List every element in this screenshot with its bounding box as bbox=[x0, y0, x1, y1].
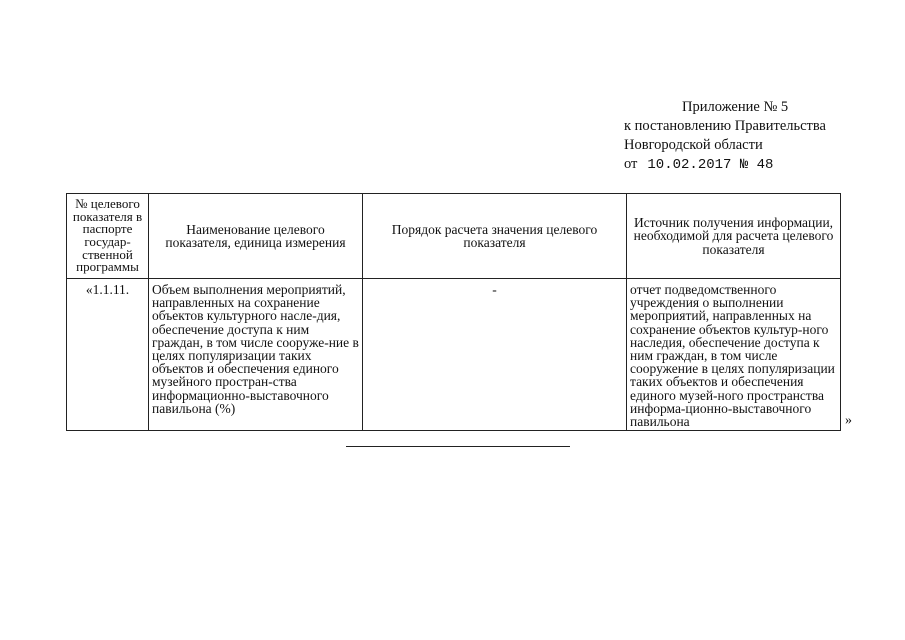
header-calculation-method: Порядок расчета значения целевого показателя bbox=[363, 194, 627, 279]
resolution-date-number: 10.02.2017 № 48 bbox=[647, 157, 774, 173]
appendix-heading bbox=[624, 98, 884, 175]
indicators-table bbox=[66, 193, 841, 431]
cell-calculation-method: - bbox=[363, 279, 627, 431]
date-prefix: от bbox=[624, 156, 638, 172]
table-row bbox=[67, 279, 841, 431]
appendix-number: Приложение № 5 bbox=[682, 99, 789, 115]
cell-indicator-name: Объем выполнения мероприятий, направленных на сохранение объектов культурного насле-дия, обеспечение доступа к ним граждан, в том числе сооруже-ние в целях популяризации таких объектов и обеспечения единого музейного простран-ства информационно-выставочного павильона (%) bbox=[149, 279, 363, 431]
appendix-date-row bbox=[624, 155, 884, 175]
appendix-resolution-line: к постановлению Правительства bbox=[624, 118, 826, 134]
appendix-region-line: Новгородской области bbox=[624, 137, 763, 153]
header-indicator-name: Наименование целевого показателя, единица измерения bbox=[149, 194, 363, 279]
header-information-source: Источник получения информации, необходимой для расчета целевого показателя bbox=[627, 194, 841, 279]
closing-quote-mark: » bbox=[845, 413, 852, 428]
cell-information-source: отчет подведомственного учреждения о выполнении мероприятий, направленных на сохранение объектов культур-ного наследия, обеспечение доступа к ним граждан, в том числе сооружение в целях популяризации таких объектов и обеспечения единого музей-ного пространства информа-ционно-выставочного павильона bbox=[627, 279, 841, 431]
cell-indicator-number: «1.1.11. bbox=[67, 279, 149, 431]
header-indicator-number: № целевого показателя в паспорте государ-ственной программы bbox=[67, 194, 149, 279]
table-header-row bbox=[67, 194, 841, 279]
separator-line bbox=[346, 446, 570, 447]
